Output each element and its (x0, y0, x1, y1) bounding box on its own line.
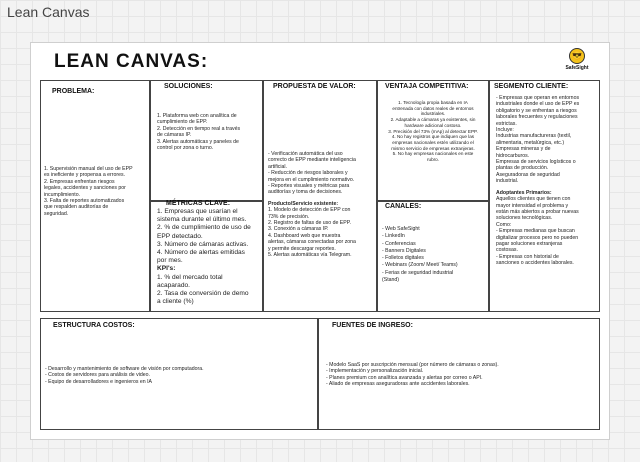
soluciones-text: 1. Plataforma web con analítica de cumplimiento de EPP. 2. Detección en tiempo real a través de cámaras IP. 3. Alertas automáticas y paneles de control por zona o turno. (157, 113, 241, 152)
sunglasses-face-icon: 😎 (569, 48, 585, 64)
propuesta-text: - Verificación automática del uso correcto de EPP mediante inteligencia artificial. - Reducción de riesgos laborales y mejora en el cumplimiento normativo. - Reportes visuales y métricas para auditorías y toma de decisiones. Producto/Servicio existente: 1. Modelo de detección de EPP con 73% de precisión. 2. Registro de faltas de uso de EPP. 3. Conexión a cámaras IP. 4. Dashboard web que muestra alertas, cámaras conectadas por zona y permite descargar reportes. 5. Alertas automáticas vía Telegram. (268, 151, 356, 259)
board-title: LEAN CANVAS: (54, 51, 209, 72)
costos-text: - Desarrollo y mantenimiento de software de visión por computadora. - Costos de servidores para análisis de video. - Equipo de desarrolladores e ingenieros en IA (45, 366, 204, 385)
segmento-text: - Empresas que operan en entornos industriales donde el uso de EPP es obligatorio y se enfrentan a riesgos laborales frecuentes y regulaciones estrictas. Incluye: Industrias manufactureras (textil, alimentaria, metalúrgica, etc.) Empresas mineras y de hidrocarburos. Empresas de servicios logísticos o plantas de producción. Aseguradoras de seguridad industrial. Adoptantes Primarios: Aquellos clientes que tienen con mayor intensidad el problema y están más abiertos a probar nuevas soluciones tecnológicas. Como: - Empresas medianas que buscan digitalizar procesos pero no pueden pagar soluciones extranjeras costosas. - Empresas con historial de sanciones o accidentes laborales. (496, 95, 580, 267)
ingresos-text: - Modelo SaaS por suscripción mensual (por número de cámaras o zonas). - Implementación y personalización inicial. - Planes premium con analítica avanzada y alertas por correo o API. - Aliado de empresas aseguradoras ante accidentes laborales. (326, 362, 499, 388)
ventaja-header: VENTAJA COMPETITIVA: (385, 83, 469, 90)
metricas-header: MÉTRICAS CLAVE: (166, 200, 231, 207)
soluciones-header: SOLUCIONES: (164, 83, 213, 90)
segmento-header: SEGMENTO CLIENTE: (494, 83, 569, 90)
costos-header: ESTRUCTURA COSTOS: (53, 322, 135, 329)
canales-text: - Web SafeSight - LinkedIn - Conferencias - Banners Digitales - Folletos digitales - Webinars (Zoom/ Meet/ Teams) - Ferias de seguridad industrial (Stand) (382, 226, 458, 284)
canales-header: CANALES: (385, 203, 422, 210)
problema-header: PROBLEMA: (52, 88, 95, 95)
ventaja-text: 1. Tecnología propia basada en IA entrenada con datos reales de entornos industriales. 2. Adaptable a cámaras ya existentes, sin hardware adicional costoso. 3. Precisión del 73% (mAp) al detectar EPP. 4. No hay registros que indiquen que las empresas nacionales estén utilizando el mismo servicio de empresas extranjeras. 5. No hay empresas nacionales en este rubro. (388, 100, 478, 163)
app-title: Lean Canvas (7, 4, 90, 20)
logo-text: SafeSight (565, 65, 589, 71)
ingresos-header: FUENTES DE INGRESO: (332, 322, 413, 329)
propuesta-header: PROPUESTA DE VALOR: (273, 83, 356, 90)
problema-text: 1. Supervisión manual del uso de EPP es ineficiente y propensa a errores. 2. Empresas enfrentan riesgos legales, accidentes y sanciones por incumplimiento. 3. Falta de reportes automatizados que respalden auditorías de seguridad. (44, 166, 133, 217)
metricas-text: 1. Empresas que usarían el sistema durante el último mes. 2. % de cumplimiento de uso de EPP detectado. 3. Número de cámaras activas. 4. Número de alertas emitidas por mes. KPI's: 1. % del mercado total acaparado. 2. Tasa de conversión de demo a cliente (%) (157, 208, 251, 306)
safesight-logo (562, 48, 592, 72)
